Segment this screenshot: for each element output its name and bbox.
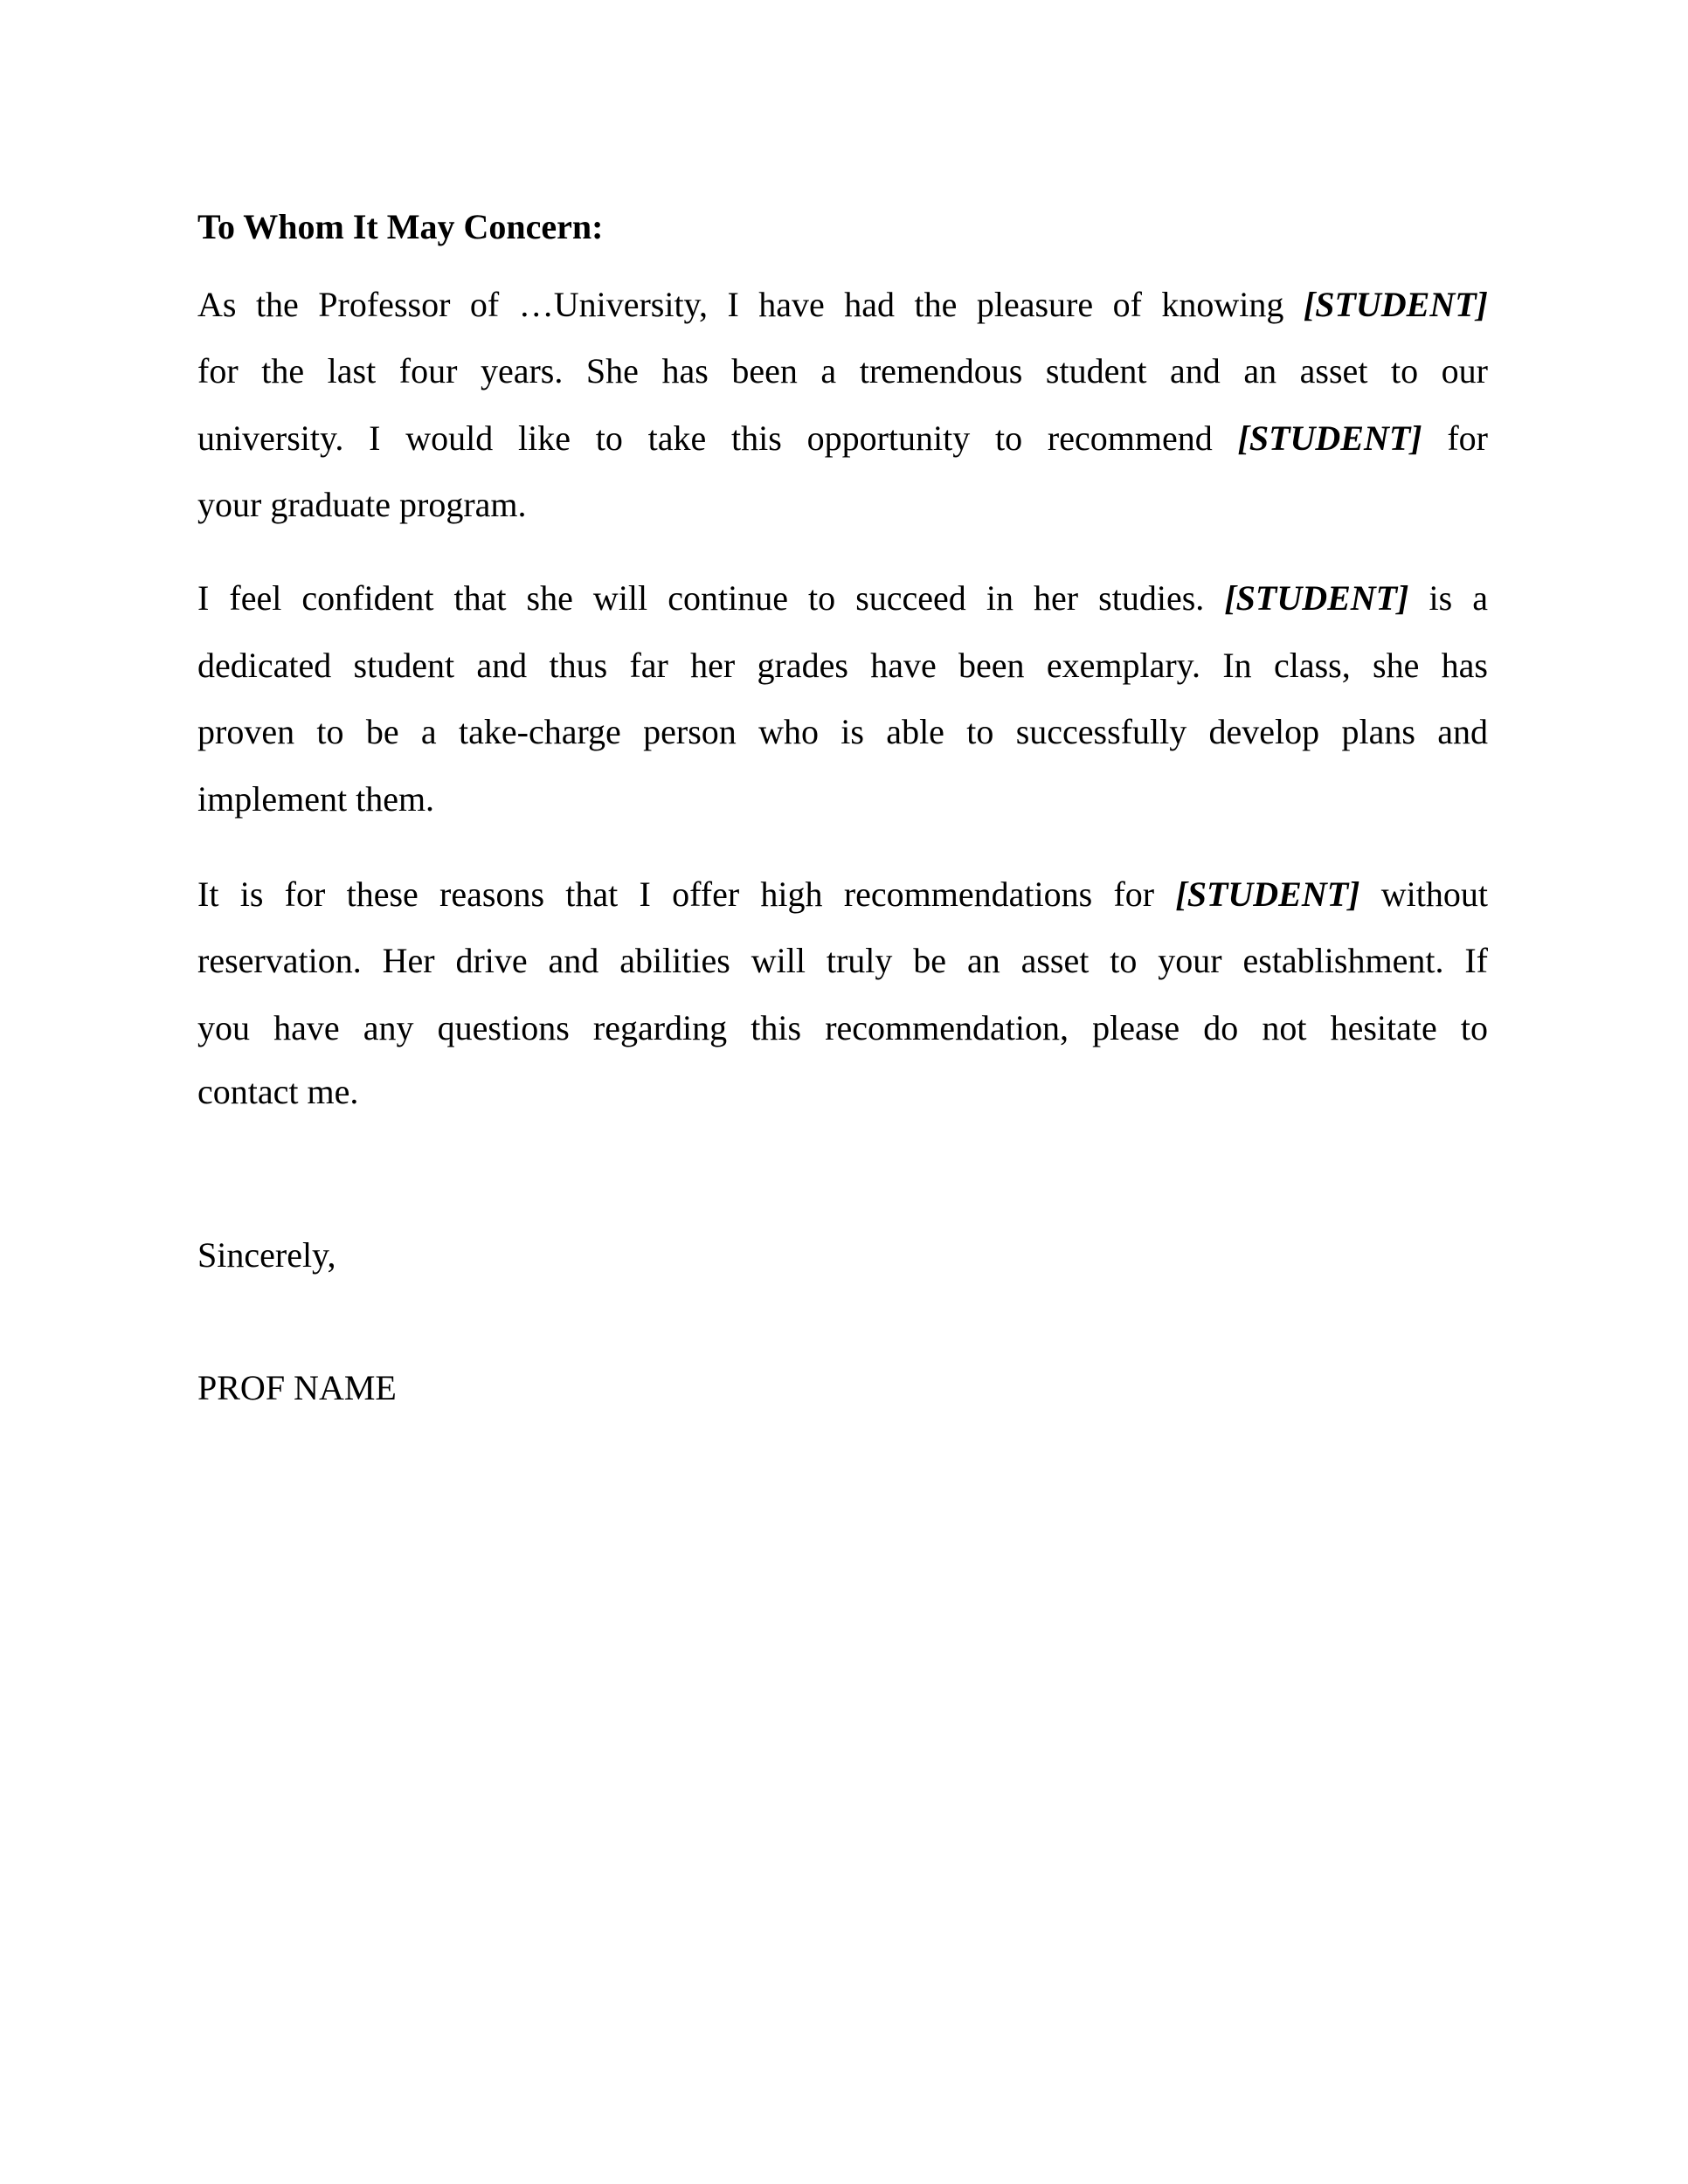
text-segment: university. I would like to take this opportunity to recommend xyxy=(197,418,1238,458)
paragraph-line xyxy=(197,711,1488,753)
text-segment: reservation. Her drive and abilities will truly be an asset to your establishment. If xyxy=(197,941,1488,980)
paragraph-line xyxy=(197,1007,1488,1049)
closing: Sincerely, xyxy=(197,1235,336,1275)
salutation: To Whom It May Concern: xyxy=(197,207,604,246)
student-placeholder: [STUDENT] xyxy=(1237,418,1422,458)
paragraph-line xyxy=(197,874,1488,916)
paragraph-line xyxy=(197,940,1488,982)
text-segment: contact me. xyxy=(197,1072,359,1111)
text-segment: implement them. xyxy=(197,779,435,819)
paragraph-line xyxy=(197,350,1488,392)
text-segment: your graduate program. xyxy=(197,485,527,524)
text-segment: proven to be a take-charge person who is able to successfully develop plans and xyxy=(197,712,1488,751)
text-segment: you have any questions regarding this recommendation, please do not hesitate to xyxy=(197,1008,1488,1047)
text-segment: for the last four years. She has been a tremendous student and an asset to our xyxy=(197,351,1488,390)
text-segment: dedicated student and thus far her grades have been exemplary. In class, she has xyxy=(197,646,1488,685)
signature-name: PROF NAME xyxy=(197,1368,397,1407)
text-segment: for xyxy=(1422,418,1489,458)
paragraph-line xyxy=(197,1071,1488,1113)
text-segment: As the Professor of …University, I have had the pleasure of knowing xyxy=(197,285,1304,324)
paragraph-line xyxy=(197,284,1488,326)
paragraph-line xyxy=(197,778,1488,820)
student-placeholder: [STUDENT] xyxy=(1224,578,1409,618)
paragraph-line xyxy=(197,577,1488,619)
student-placeholder: [STUDENT] xyxy=(1175,874,1360,914)
student-placeholder: [STUDENT] xyxy=(1303,285,1488,324)
paragraph-line xyxy=(197,418,1488,460)
paragraph-line xyxy=(197,645,1488,687)
text-segment: It is for these reasons that I offer high recommendations for xyxy=(197,874,1176,914)
paragraph-line xyxy=(197,484,1488,526)
text-segment: is a xyxy=(1408,578,1488,618)
text-segment: I feel confident that she will continue to succeed in her studies. xyxy=(197,578,1225,618)
text-segment: without xyxy=(1359,874,1488,914)
